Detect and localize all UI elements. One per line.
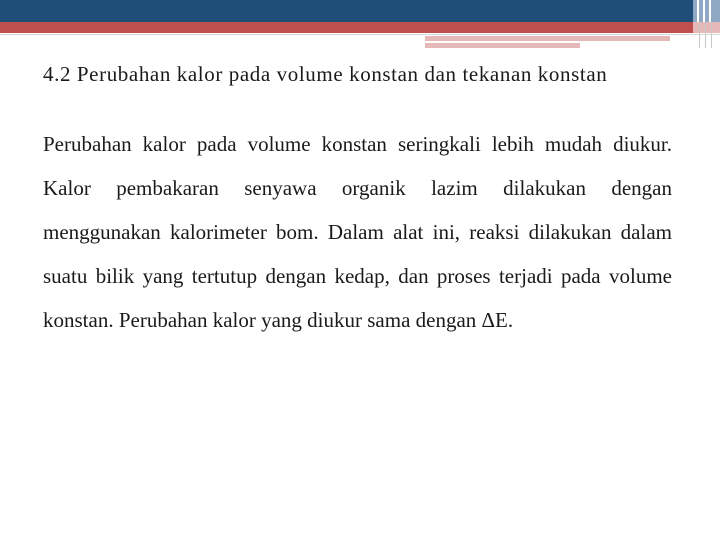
header-bar-tick — [703, 0, 705, 22]
slide-title: 4.2 Perubahan kalor pada volume konstan dan tekanan konstan — [43, 62, 608, 86]
slide-content — [43, 52, 672, 342]
header-bar-tick — [709, 0, 711, 22]
header-divider — [0, 34, 720, 35]
slide-header-bar — [0, 0, 720, 22]
slide-paragraph: Perubahan kalor pada volume konstan seringkali lebih mudah diukur. Kalor pembakaran senyawa organik lazim dilakukan dengan menggunakan kalorimeter bom. Dalam alat ini, reaksi dilakukan dalam suatu bilik yang tertutup dengan kedap, dan proses terjadi pada volume konstan. Perubahan kalor yang diukur sama dengan ΔE. — [43, 132, 672, 332]
header-bar-tick — [697, 0, 699, 22]
header-vertical-rule — [699, 22, 700, 48]
header-vertical-rule — [705, 22, 706, 48]
slide-accent-bar — [0, 22, 720, 33]
header-vertical-rule — [711, 22, 712, 48]
accent-line-short — [425, 43, 580, 48]
accent-bar-end-stripe — [693, 22, 720, 33]
accent-line — [425, 36, 670, 41]
